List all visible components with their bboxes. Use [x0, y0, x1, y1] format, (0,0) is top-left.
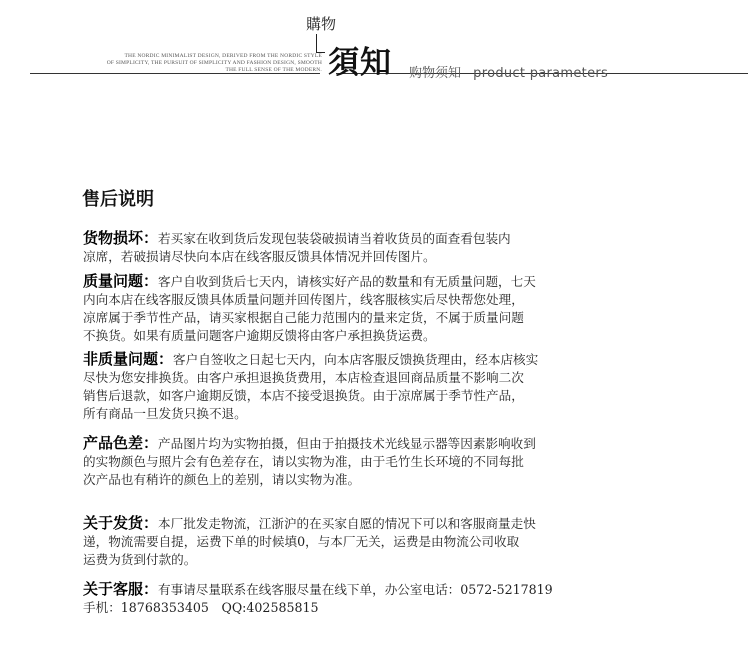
- header-caps-line: OF SIMPLICITY, THE PURSUIT OF SIMPLICITY AND FASHION DESIGN, SMOOTH: [106, 60, 322, 66]
- section-color-difference: [83, 434, 683, 489]
- section-quality: [83, 272, 683, 345]
- section-damage: [83, 229, 683, 266]
- section-line: 所有商品一旦发货只换不退。: [83, 406, 247, 421]
- section-text: 若买家在收到货后发现包装袋破损请当着收货员的面查看包装内: [158, 231, 511, 246]
- page-title: 售后说明: [82, 189, 154, 210]
- section-label: 质量问题：: [83, 272, 159, 290]
- section-label: 产品色差：: [83, 434, 159, 452]
- section-text: 本厂批发走物流，江浙沪的在买家自愿的情况下可以和客服商量走快: [158, 516, 536, 531]
- section-line: 的实物颜色与照片会有色差存在，请以实物为准，由于毛竹生长环境的不同每批: [83, 454, 524, 469]
- section-line: [83, 580, 683, 599]
- section-line: [83, 229, 683, 248]
- section-label: 非质量问题：: [83, 350, 174, 368]
- header-small-caps: [82, 53, 322, 74]
- section-label: 货物损坏：: [83, 229, 159, 247]
- section-text: 有事请尽量联系在线客服尽量在线下单，办公室电话：0572-5217819: [158, 582, 553, 597]
- header-xuzhi: 須知: [328, 45, 392, 81]
- section-line: [83, 350, 683, 369]
- section-line: 尽快为您安排换货。由客户承担退换货费用，本店检查退回商品质量不影响二次: [83, 370, 524, 385]
- header-rule-left: [30, 73, 320, 74]
- section-line: 凉席属于季节性产品，请买家根据自己能力范围内的量来定货，不属于质量问题: [83, 310, 524, 325]
- header-corner-bracket: [316, 34, 325, 53]
- header-subtitle: [409, 62, 608, 81]
- header-goumai: 購物: [306, 15, 337, 33]
- header-caps-line: THE FULL SENSE OF THE MODERN.: [225, 67, 322, 73]
- section-text: 产品图片均为实物拍摄，但由于拍摄技术光线显示器等因素影响收到: [158, 436, 536, 451]
- section-non-quality: [83, 350, 683, 423]
- header-subtitle-en: product parameters: [473, 66, 609, 81]
- section-line: 运费为货到付款的。: [83, 552, 197, 567]
- section-line: [83, 514, 683, 533]
- section-line: 递，物流需要自提，运费下单的时候填0，与本厂无关，运费是由物流公司收取: [83, 534, 520, 549]
- contact-line: 手机：18768353405 QQ:402585815: [83, 600, 319, 615]
- section-line: 次产品也有稍许的颜色上的差别，请以实物为准。: [83, 472, 361, 487]
- section-line: 凉席，若破损请尽快向本店在线客服反馈具体情况并回传图片。: [83, 249, 436, 264]
- header-subtitle-cn: 购物须知: [409, 66, 462, 81]
- section-shipping: [83, 514, 683, 569]
- header: [0, 0, 750, 110]
- section-line: 内向本店在线客服反馈具体质量问题并回传图片，线客服核实后尽快帮您处理，: [83, 292, 524, 307]
- section-text: 客户自收到货后七天内，请核实好产品的数量和有无质量问题，七天: [158, 274, 536, 289]
- section-line: 销售后退款，如客户逾期反馈，本店不接受退换货。由于凉席属于季节性产品，: [83, 388, 524, 403]
- section-customer-service: [83, 580, 683, 617]
- section-line: 不换货。如果有质量问题客户逾期反馈将由客户承担换货运费。: [83, 328, 436, 343]
- section-label: 关于客服：: [83, 580, 159, 598]
- section-line: [83, 272, 683, 291]
- section-line: [83, 434, 683, 453]
- section-label: 关于发货：: [83, 514, 159, 532]
- header-caps-line: THE NORDIC MINIMALIST DESIGN, DERIVED FROM THE NORDIC STYLE: [124, 53, 322, 59]
- section-text: 客户自签收之日起七天内，向本店客服反馈换货理由，经本店核实: [173, 352, 539, 367]
